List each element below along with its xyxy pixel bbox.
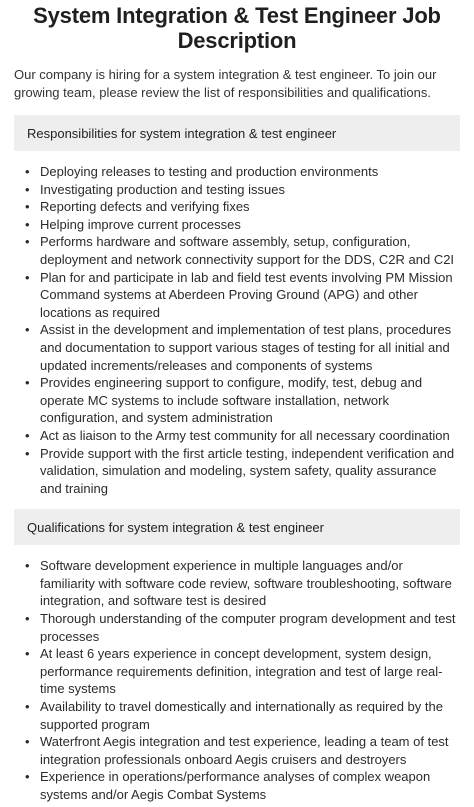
bullet-icon: •	[25, 375, 30, 391]
list-item	[14, 645, 460, 698]
list-item	[14, 269, 460, 322]
list-item	[14, 768, 460, 803]
list-item	[14, 216, 460, 234]
page-title: System Integration & Test Engineer Job Description	[33, 3, 441, 53]
list-item-text: At least 6 years experience in concept development, system design, performance requirements definition, integration and test of large real-time systems	[40, 646, 443, 697]
list-item	[14, 698, 460, 733]
list-item	[14, 374, 460, 427]
list-item	[14, 733, 460, 768]
responsibilities-list	[14, 163, 460, 497]
list-item-text: Act as liaison to the Army test community for all necessary coordination	[40, 427, 450, 443]
list-item-text: Investigating production and testing issues	[40, 181, 285, 197]
bullet-icon: •	[25, 216, 30, 232]
list-item-text: Experience in operations/performance analyses of complex weapon systems and/or Aegis Combat Systems	[40, 769, 431, 802]
list-item-text: Thorough understanding of the computer program development and test processes	[40, 611, 456, 644]
bullet-icon: •	[25, 234, 30, 250]
bullet-icon: •	[25, 734, 30, 750]
intro-paragraph: Our company is hiring for a system integration & test engineer. To join our growing team, please review the list of responsibilities and qualifications.	[14, 67, 437, 100]
bullet-icon: •	[25, 269, 30, 285]
bullet-icon: •	[25, 164, 30, 179]
bullet-icon: •	[25, 322, 30, 338]
bullet-icon: •	[25, 769, 30, 785]
list-item-text: Provide support with the first article testing, independent verification and validation, simulation and modeling, system safety, quality assurance and training	[40, 445, 455, 496]
list-item	[14, 445, 460, 498]
bullet-icon: •	[25, 427, 30, 443]
responsibilities-heading: Responsibilities for system integration & test engineer	[14, 115, 460, 151]
list-item	[14, 198, 460, 216]
list-item	[14, 321, 460, 374]
list-item-text: Provides engineering support to configure, modify, test, debug and operate MC systems to include software installation, network configuration, and system administration	[40, 375, 423, 426]
bullet-icon: •	[25, 646, 30, 662]
list-item	[14, 610, 460, 645]
list-item-text: Availability to travel domestically and internationally as required by the supported program	[40, 699, 443, 732]
bullet-icon: •	[25, 199, 30, 215]
list-item	[14, 181, 460, 199]
list-item-text: Performs hardware and software assembly, setup, configuration, deployment and network connectivity support for the DDS, C2R and C2I	[40, 234, 455, 267]
bullet-icon: •	[25, 611, 30, 627]
list-item-text: Deploying releases to testing and production environments	[40, 164, 379, 179]
list-item-text: Reporting defects and verifying fixes	[40, 199, 250, 215]
bullet-icon: •	[25, 699, 30, 715]
list-item	[14, 233, 460, 268]
list-item	[14, 163, 460, 181]
bullet-icon: •	[25, 445, 30, 461]
bullet-icon: •	[25, 181, 30, 197]
qualifications-heading: Qualifications for system integration & test engineer	[14, 509, 460, 545]
bullet-icon: •	[25, 558, 30, 574]
list-item	[14, 427, 460, 445]
list-item-text: Waterfront Aegis integration and test experience, leading a team of test integration professionals onboard Aegis cruisers and destroyers	[40, 734, 449, 767]
list-item-text: Assist in the development and implementation of test plans, procedures and documentation to support various stages of testing for all initial and updated increments/releases and components of systems	[40, 322, 452, 373]
list-item-text: Software development experience in multiple languages and/or familiarity with software code review, software troubleshooting, software integration, and software test is desired	[40, 558, 452, 609]
list-item-text: Helping improve current processes	[40, 216, 241, 232]
qualifications-list	[14, 557, 460, 803]
list-item	[14, 557, 460, 610]
list-item-text: Plan for and participate in lab and field test events involving PM Mission Command systems at Aberdeen Proving Ground (APG) and other locations as required	[40, 269, 453, 320]
